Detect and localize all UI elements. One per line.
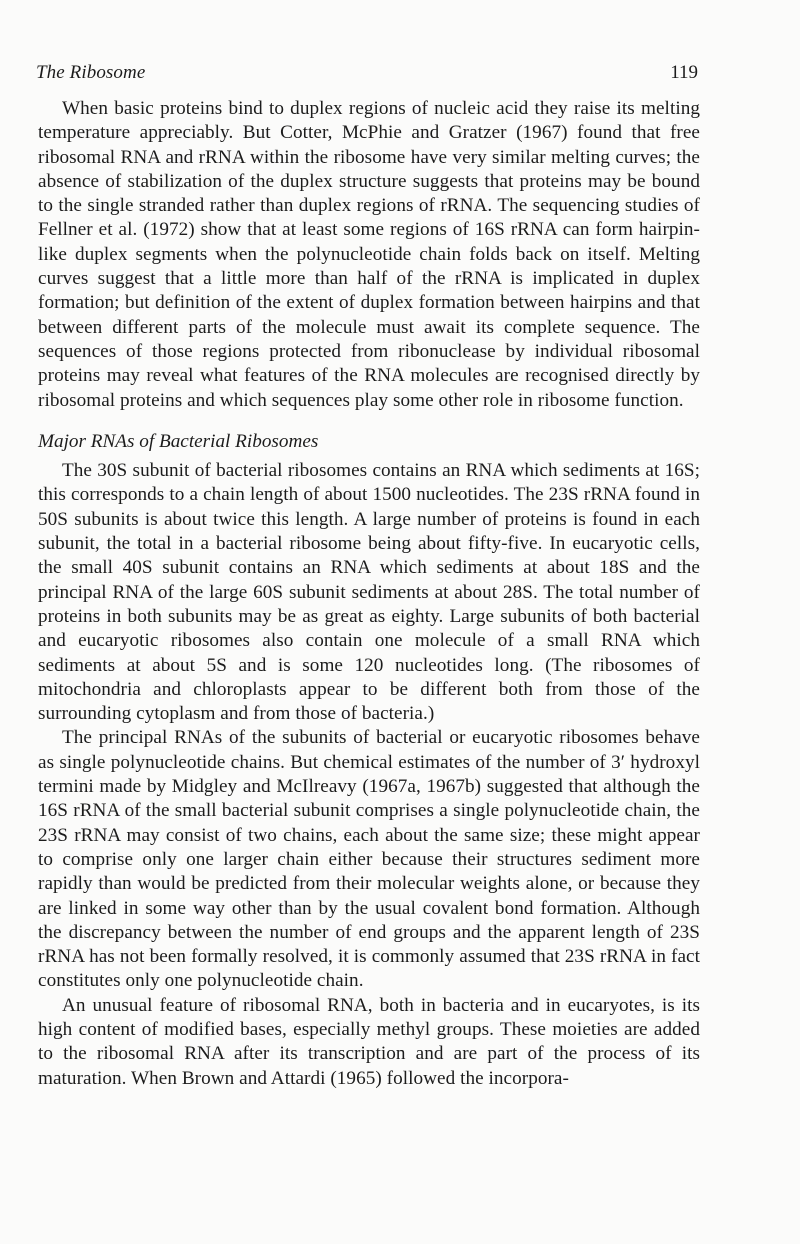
paragraph-duplex-melting: When basic proteins bind to duplex regions of nucleic acid they raise its melting temperature appreciably. But Cotter, McPhie and Gratzer (1967) found that free ribosomal RNA and rRNA within the ribosome have very similar melting curves; the absence of stabilization of the duplex structure suggests that proteins may be bound to the single stranded rather than duplex regions of rRNA. The sequencing studies of Fellner et al. (1972) show that at least some regions of 16S rRNA can form hairpin-like duplex segments when the polynucleotide chain folds back on itself. Melting curves suggest that a little more than half of the rRNA is implicated in duplex formation; but definition of the extent of duplex formation between hairpins and that between different parts of the molecule must await its complete sequence. The sequences of those regions protected from ribonuclease by individual ribosomal proteins may reveal what features of the RNA molecules are recognised directly by ribosomal proteins and which sequences play some other role in ribosome function.: [38, 98, 700, 411]
paragraph-subunit-rnas: The 30S subunit of bacterial ribosomes contains an RNA which sediments at 16S; this corresponds to a chain length of about 1500 nucleotides. The 23S rRNA found in 50S subunits is about twice this length. A large number of proteins is found in each subunit, the total in a bacterial ribosome being about fifty-five. In eucaryotic cells, the small 40S subunit contains an RNA which sediments at about 18S and the principal RNA of the large 60S subunit sediments at about 28S. The total number of proteins in both subunits may be as great as eighty. Large subunits of both bacterial and eucaryotic ribosomes also contain one molecule of a small RNA which sediments at about 5S and is some 120 nucleotides long. (The ribosomes of mitochondria and chloroplasts appear to be different both from those of the surrounding cytoplasm and from those of bacteria.): [38, 460, 700, 725]
paragraph-modified-bases: An unusual feature of ribosomal RNA, both in bacteria and in eucaryotes, is its high content of modified bases, especially methyl groups. These moieties are added to the ribosomal RNA after its transcription and are part of the process of its maturation. When Brown and Attardi (1965) followed the incorpora-: [38, 994, 700, 1089]
running-head: [36, 62, 698, 88]
page-number: 119: [670, 62, 698, 83]
section-heading: Major RNAs of Bacterial Ribosomes: [38, 430, 319, 452]
body-text: [38, 97, 700, 1091]
paragraph-polynucleotide-chains: The principal RNAs of the subunits of bacterial or eucaryotic ribosomes behave as single polynucleotide chains. But chemical estimates of the number of 3′ hydroxyl termini made by Midgley and McIlreavy (1967a, 1967b) suggested that although the 16S rRNA of the small bacterial subunit comprises a single polynucleotide chain, the 23S rRNA may consist of two chains, each about the same size; these might appear to comprise only one larger chain either because their structures sediment more rapidly than would be predicted from their molecular weights alone, or because they are linked in some way other than by the usual covalent bond formation. Although the discrepancy between the number of end groups and the apparent length of 23S rRNA has not been formally resolved, it is commonly assumed that 23S rRNA in fact constitutes only one polynucleotide chain.: [38, 727, 700, 992]
running-title: The Ribosome: [36, 62, 146, 83]
